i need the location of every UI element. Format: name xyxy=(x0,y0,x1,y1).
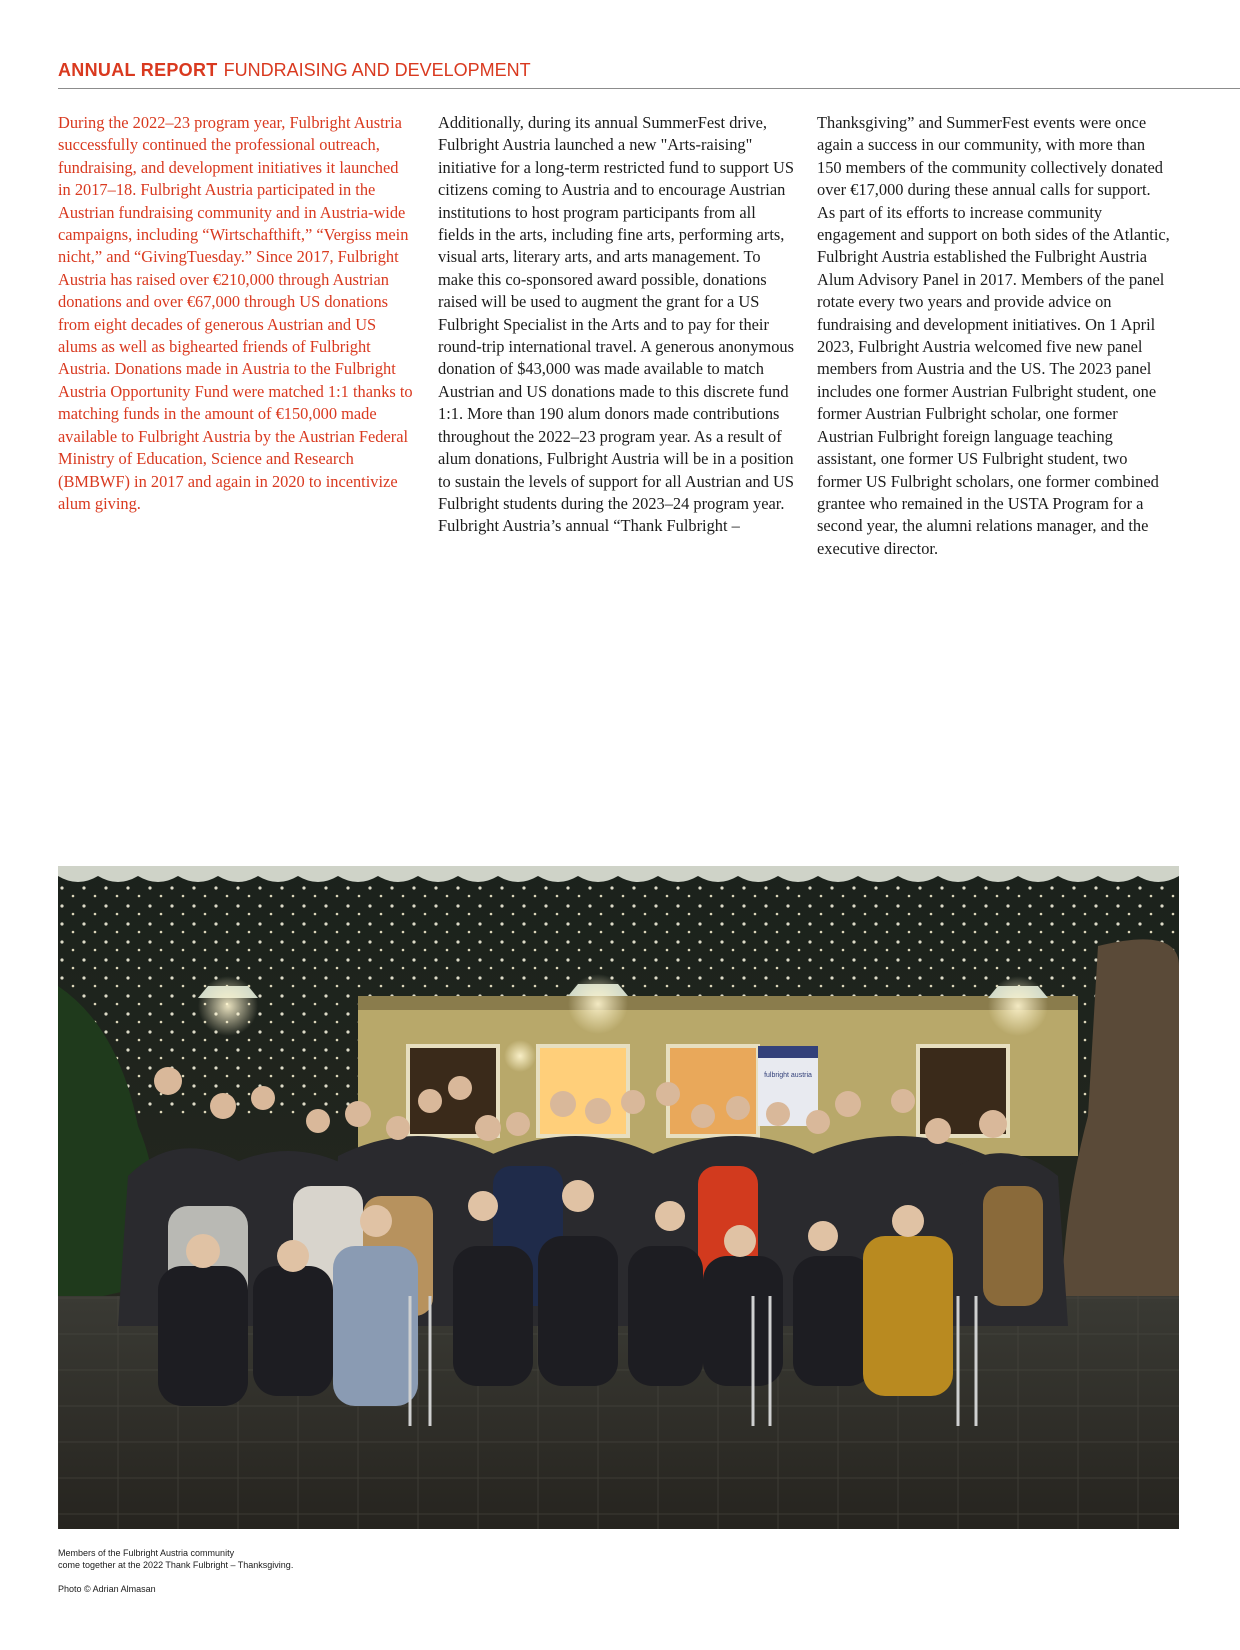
paragraph: Fulbright Austria’s annual “Thank Fulbright – xyxy=(438,516,740,536)
section-title: FUNDRAISING AND DEVELOPMENT xyxy=(223,60,531,80)
photo-credit: Photo © Adrian Almasan xyxy=(58,1584,156,1594)
caption-line: come together at the 2022 Thank Fulbright – Thanksgiving. xyxy=(58,1560,294,1570)
photo-caption xyxy=(58,1547,293,1571)
paragraph: As part of its efforts to increase community engagement and support on both sides of the Atlantic, Fulbright Austria established the Fulbright Austria Alum Advisory Panel in 2017. Members of the panel rotate every two years and provide advice on fundraising and development initiatives. On 1 April 2023, Fulbright Austria welcomed five new panel members from Austria and the US. The 2023 panel includes one former Austrian Fulbright student, one former Austrian Fulbright scholar, one former Austrian Fulbright foreign language teaching assistant, one former US Fulbright student, two former US Fulbright scholars, one former combined grantee who remained in the USTA Program for a second year, the alumni relations manager, and the executive director. xyxy=(817,202,1170,558)
paragraph: Additionally, during its annual SummerFest drive, Fulbright Austria launched a new "Arts-raising" initiative for a long-term restricted fund to support US citizens coming to Austria and to encourage Austrian institutions to host program participants from all fields in the arts, including fine arts, performing arts, visual arts, literary arts, and arts management. To make this co-sponsored award possible, donations raised will be used to augment the grant for a US Fulbright Specialist in the Arts and to pay for their round-trip international travel. A generous anonymous donation of $43,000 was made available to match Austrian and US donations made to this discrete fund 1:1. More than 190 alum donors made contributions throughout the 2022–23 program year. As a result of alum donations, Fulbright Austria will be in a position to sustain the levels of support for all Austrian and US Fulbright students during the 2023–24 program year. xyxy=(438,113,794,513)
caption-line: Members of the Fulbright Austria community xyxy=(58,1548,235,1558)
text-column-1 xyxy=(58,112,414,515)
text-column-2 xyxy=(438,112,794,538)
paragraph: During the 2022–23 program year, Fulbright Austria successfully continued the professional outreach, fundraising, and development initiatives it launched in 2017–18. Fulbright Austria participated in the Austrian fundraising community and in Austria-wide campaigns, including “Wirtschafthift,” “Vergiss mein nicht,” and “GivingTuesday.” Since 2017, Fulbright Austria has raised over €210,000 through Austrian donations and over €67,000 through US donations from eight decades of generous Austrian and US alums as well as bighearted friends of Fulbright Austria. Donations made in Austria to the Fulbright Austria Opportunity Fund were matched 1:1 thanks to matching funds in the amount of €150,000 made available to Fulbright Austria by the Austrian Federal Ministry of Education, Science and Research (BMBWF) in 2017 and again in 2020 to incentivize alum giving. xyxy=(58,113,413,513)
paragraph: Thanksgiving” and SummerFest events were once again a success in our community, with more than 150 members of the community collectively donated over €17,000 during these annual calls for support. xyxy=(817,113,1163,200)
group-photo xyxy=(58,866,1179,1529)
banner-text: fulbright austria xyxy=(764,1072,812,1079)
report-label: ANNUAL REPORT xyxy=(58,60,218,80)
text-column-3 xyxy=(817,112,1173,560)
page-header xyxy=(58,58,1240,89)
